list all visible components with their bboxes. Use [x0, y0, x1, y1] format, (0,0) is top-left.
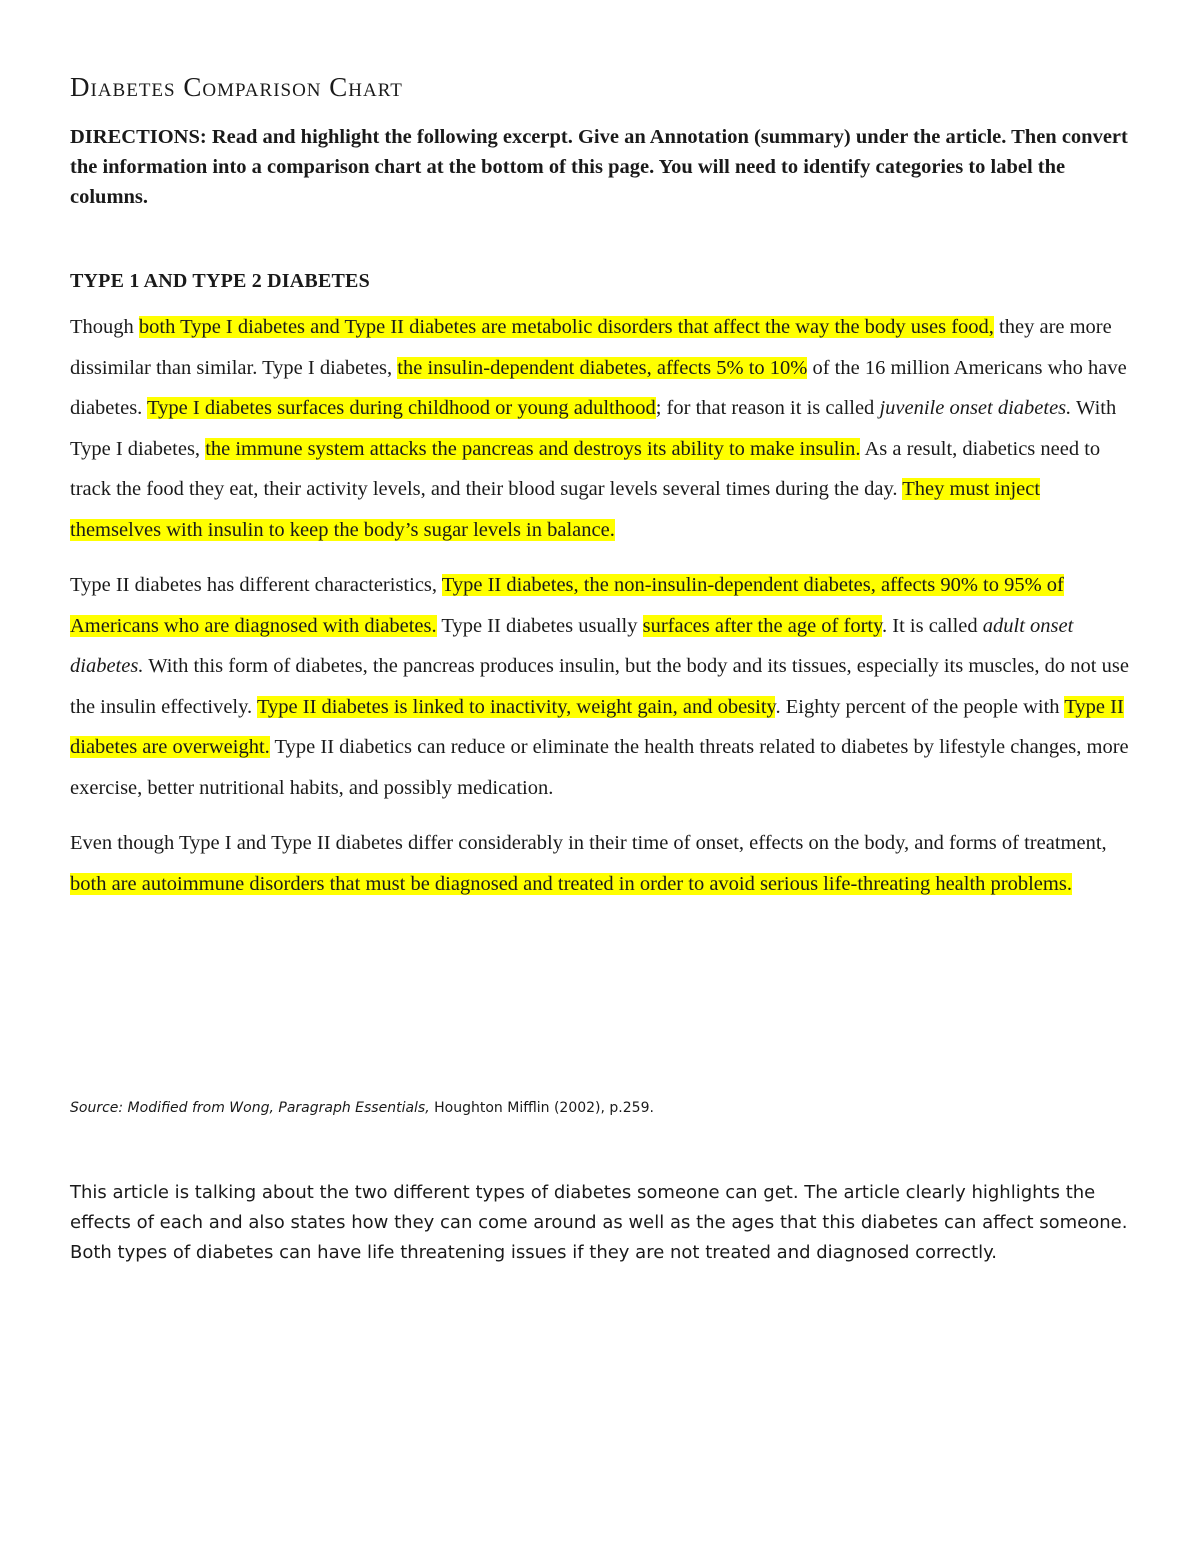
text-run: Type II diabetes usually — [436, 614, 643, 637]
section-heading: TYPE 1 AND TYPE 2 DIABETES — [70, 270, 370, 292]
highlighted-text: both are autoimmune disorders that must be diagnosed and treated in order to avoid serious life-threating health problems. — [70, 872, 1072, 895]
text-run: Type II diabetics can reduce or eliminate the health threats related to diabetes by lifestyle changes, more exercise, better nutritional habits, and possibly medication. — [70, 736, 1129, 799]
italic-term: adult onset diabetes. — [70, 614, 1074, 677]
highlighted-text: the immune system attacks the pancreas and destroys its ability to make insulin. — [205, 437, 861, 460]
text-run: Though — [70, 316, 139, 338]
highlighted-text: They must inject themselves with insulin to keep the body’s sugar levels in balance. — [70, 478, 1041, 541]
directions-text: DIRECTIONS: Read and highlight the following excerpt. Give an Annotation (summary) under the article. Then convert the information into a comparison chart at the bottom of this page. You will need to identify categories to label the columns. — [70, 126, 1128, 208]
text-run: . It is called — [882, 614, 983, 637]
article-paragraph-2 — [70, 565, 1130, 808]
highlighted-text: Type I diabetes surfaces during childhood or young adulthood — [147, 397, 656, 419]
highlighted-text: Type II diabetes are overweight. — [70, 695, 1124, 758]
text-run: ; for that reason it is called — [655, 397, 880, 419]
highlighted-text: both Type I diabetes and Type II diabetes are metabolic disorders that affect the way the body uses food, — [138, 316, 994, 338]
text-run: With Type I diabetes, — [70, 397, 1117, 460]
highlighted-text: Type II diabetes, the non-insulin-dependent diabetes, affects 90% to 95% of Americans who are diagnosed with diabetes. — [70, 574, 1064, 637]
article-paragraph-3 — [70, 823, 1130, 904]
highlighted-text: the insulin-dependent diabetes, affects 5% to 10% — [397, 356, 808, 379]
source-citation — [70, 1100, 654, 1116]
text-run: they are more dissimilar than similar. Type I diabetes, — [70, 316, 1112, 379]
highlighted-text: Type II diabetes is linked to inactivity, weight gain, and obesity — [256, 695, 776, 718]
highlighted-text: surfaces after the age of forty — [642, 614, 883, 637]
annotation-summary: This article is talking about the two different types of diabetes someone can get. The article clearly highlights the effects of each and also states how they can come around as well as the ages that this diabetes can affect someone. Both types of diabetes can have life threatening issues if they are not treated and diagnosed correctly. — [70, 1182, 1128, 1263]
page-title: Diabetes Comparison Chart — [70, 72, 403, 102]
text-run: . Eighty percent of the people with — [775, 695, 1065, 718]
italic-term: juvenile onset diabetes. — [879, 397, 1072, 419]
article-body — [70, 307, 1130, 919]
text-run: of the 16 million Americans who have diabetes. — [70, 356, 1127, 419]
article-paragraph-1 — [70, 307, 1130, 550]
text-run: Type II diabetes has different characteristics, — [70, 574, 442, 596]
text-run: Even though Type I and Type II diabetes differ considerably in their time of onset, effects on the body, and forms of treatment, — [70, 832, 1107, 854]
source-publisher: Houghton Mifflin (2002), p.259. — [429, 1100, 654, 1116]
text-run: As a result, diabetics need to track the food they eat, their activity levels, and their blood sugar levels several times during the day. — [70, 437, 1101, 500]
text-run: With this form of diabetes, the pancreas produces insulin, but the body and its tissues, especially its muscles, do not use the insulin effectively. — [70, 655, 1129, 718]
source-italic: Source: Modified from Wong, Paragraph Essentials, — [70, 1100, 430, 1116]
